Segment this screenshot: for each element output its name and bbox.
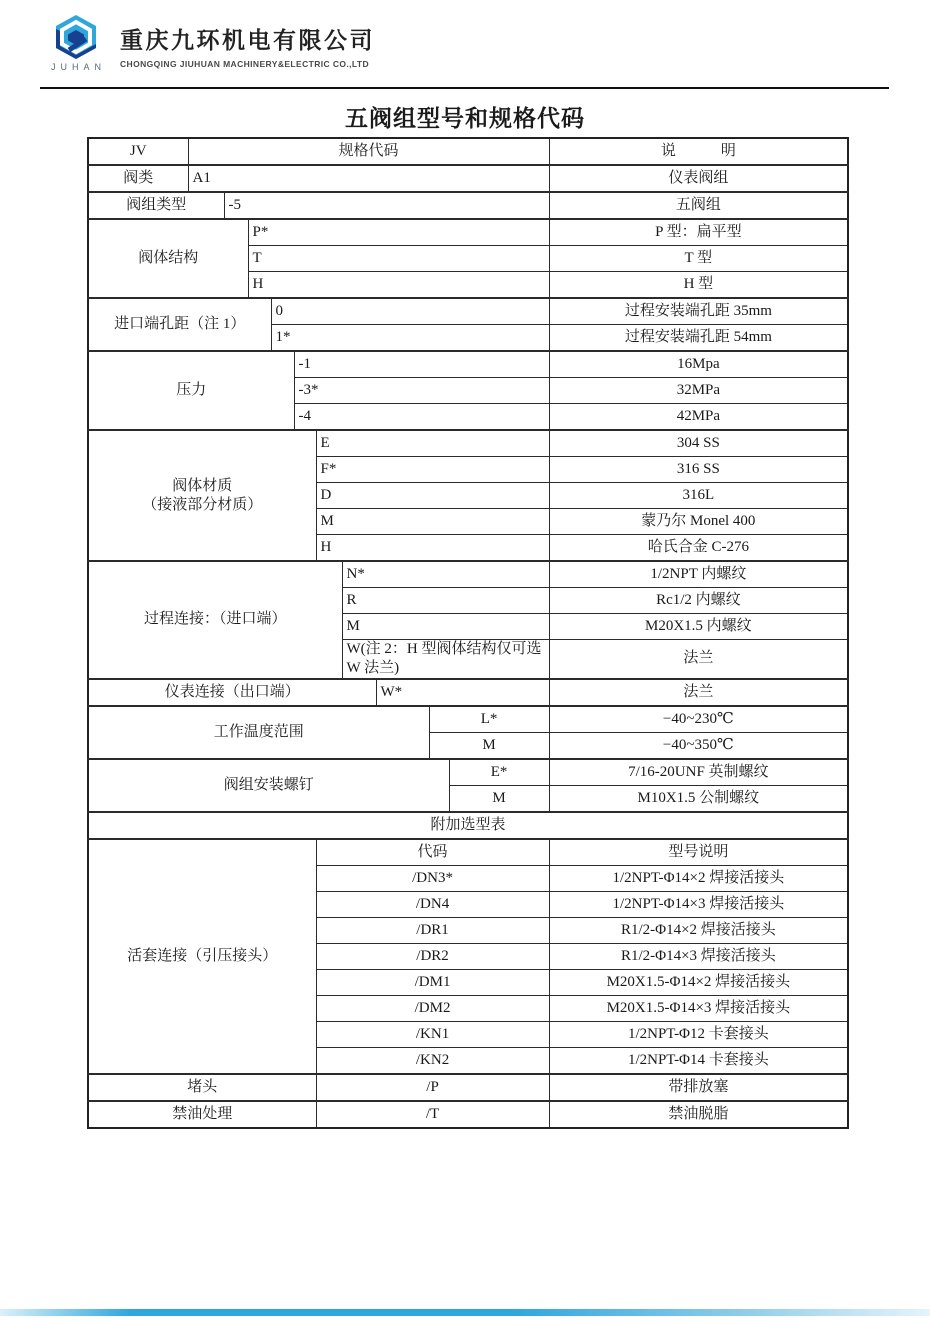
pressure-label: 压力 — [88, 351, 294, 430]
option-desc-cell: 1/2NPT-Φ14×2 焊接活接头 — [549, 865, 848, 891]
option-desc-cell: 16Mpa — [549, 351, 848, 378]
body-material-label — [88, 430, 316, 561]
option-code-cell: N* — [342, 561, 549, 588]
option-desc-cell: 1/2NPT-Φ14×3 焊接活接头 — [549, 891, 848, 917]
option-code-cell: W(注 2：H 型阀体结构仅可选 W 法兰) — [342, 640, 549, 679]
option-desc-cell: M20X1.5-Φ14×3 焊接活接头 — [549, 995, 848, 1021]
option-code-cell: /DN4 — [316, 891, 549, 917]
mounting-screw-label: 阀组安装螺钉 — [88, 759, 449, 812]
option-code-cell: L* — [429, 706, 549, 733]
option-code-cell: /KN1 — [316, 1021, 549, 1047]
footer-accent-bar — [0, 1309, 930, 1316]
option-code-cell: T — [248, 246, 549, 272]
body-structure-label: 阀体结构 — [88, 219, 248, 298]
company-name-en: CHONGQING JIUHUAN MACHINERY&ELECTRIC CO.,LTD — [120, 59, 369, 69]
spec-code-header-cell: 规格代码 — [188, 138, 549, 165]
spec-table — [87, 137, 849, 1129]
option-code-cell: M — [342, 614, 549, 640]
hexagon-logo-icon — [47, 14, 105, 60]
option-code-cell: R — [342, 588, 549, 614]
option-code-cell: /DN3* — [316, 865, 549, 891]
option-desc-cell: −40~350℃ — [549, 732, 848, 759]
option-code-cell: 0 — [271, 298, 549, 325]
option-desc-cell: 法兰 — [549, 640, 848, 679]
option-desc-cell: 蒙乃尔 Monel 400 — [549, 509, 848, 535]
option-desc-cell: 7/16-20UNF 英制螺纹 — [549, 759, 848, 786]
temperature-range-label: 工作温度范围 — [88, 706, 429, 759]
option-code-cell: E — [316, 430, 549, 457]
oil-free-desc: 禁油脱脂 — [549, 1101, 848, 1128]
instrument-connection-code: W* — [376, 679, 549, 706]
option-code-cell: H — [248, 272, 549, 299]
instrument-connection-label: 仪表连接（出口端） — [88, 679, 376, 706]
option-desc-cell: 316 SS — [549, 457, 848, 483]
option-desc-cell: R1/2-Φ14×2 焊接活接头 — [549, 917, 848, 943]
option-code-cell: 1* — [271, 325, 549, 352]
option-code-cell: /DM2 — [316, 995, 549, 1021]
logo-wordmark: JUHAN — [51, 62, 107, 72]
option-desc-cell: Rc1/2 内螺纹 — [549, 588, 848, 614]
header-divider — [40, 87, 889, 89]
option-desc-cell: T 型 — [549, 246, 848, 272]
company-name-cn: 重庆九环机电有限公司 — [120, 27, 375, 53]
additional-table-title: 附加选型表 — [88, 812, 848, 839]
option-code-cell: D — [316, 483, 549, 509]
body-material-label-line1: 阀体材质 — [172, 477, 233, 494]
option-desc-cell: 42MPa — [549, 404, 848, 431]
description-header-cell: 说 明 — [549, 138, 848, 165]
valve-class-desc: 仪表阀组 — [549, 165, 848, 192]
manifold-type-desc: 五阀组 — [549, 192, 848, 219]
process-connection-label: 过程连接：（进口端） — [88, 561, 342, 679]
option-code-cell: /KN2 — [316, 1047, 549, 1074]
company-logo — [46, 14, 106, 72]
option-desc-cell: 304 SS — [549, 430, 848, 457]
option-desc-cell: M10X1.5 公制螺纹 — [549, 785, 848, 812]
oil-free-label: 禁油处理 — [88, 1101, 316, 1128]
plug-desc: 带排放塞 — [549, 1074, 848, 1101]
option-desc-cell: R1/2-Φ14×3 焊接活接头 — [549, 943, 848, 969]
option-desc-cell: 1/2NPT-Φ12 卡套接头 — [549, 1021, 848, 1047]
option-code-cell: /DR2 — [316, 943, 549, 969]
oil-free-code: /T — [316, 1101, 549, 1128]
option-desc-cell: −40~230℃ — [549, 706, 848, 733]
option-code-cell: /DM1 — [316, 969, 549, 995]
option-desc-cell: 1/2NPT-Φ14 卡套接头 — [549, 1047, 848, 1074]
inlet-spacing-label: 进口端孔距（注 1） — [88, 298, 271, 351]
option-desc-cell: H 型 — [549, 272, 848, 299]
option-code-cell: -1 — [294, 351, 549, 378]
option-desc-cell: 哈氏合金 C-276 — [549, 535, 848, 562]
option-desc-cell: 1/2NPT 内螺纹 — [549, 561, 848, 588]
valve-class-code: A1 — [188, 165, 549, 192]
additional-code-header: 代码 — [316, 839, 549, 866]
option-code-cell: E* — [449, 759, 549, 786]
union-connection-label: 活套连接（引压接头） — [88, 839, 316, 1074]
page-header — [46, 14, 375, 72]
option-desc-cell: M20X1.5 内螺纹 — [549, 614, 848, 640]
option-desc-cell: 316L — [549, 483, 848, 509]
plug-label: 堵头 — [88, 1074, 316, 1101]
option-desc-cell: P 型：扁平型 — [549, 219, 848, 246]
additional-desc-header: 型号说明 — [549, 839, 848, 866]
option-code-cell: -4 — [294, 404, 549, 431]
option-code-cell: /DR1 — [316, 917, 549, 943]
option-code-cell: M — [429, 732, 549, 759]
option-desc-cell: 过程安装端孔距 35mm — [549, 298, 848, 325]
option-code-cell: -3* — [294, 378, 549, 404]
body-material-label-line2: （接液部分材质） — [142, 496, 263, 513]
option-desc-cell: M20X1.5-Φ14×2 焊接活接头 — [549, 969, 848, 995]
manifold-type-code: -5 — [224, 192, 549, 219]
instrument-connection-desc: 法兰 — [549, 679, 848, 706]
option-code-cell: M — [449, 785, 549, 812]
option-code-cell: P* — [248, 219, 549, 246]
option-desc-cell: 32MPa — [549, 378, 848, 404]
option-code-cell: M — [316, 509, 549, 535]
option-code-cell: H — [316, 535, 549, 562]
option-code-cell: F* — [316, 457, 549, 483]
manifold-type-label: 阀组类型 — [88, 192, 224, 219]
page-title: 五阀组型号和规格代码 — [345, 106, 585, 131]
plug-code: /P — [316, 1074, 549, 1101]
option-desc-cell: 过程安装端孔距 54mm — [549, 325, 848, 352]
valve-class-label: 阀类 — [88, 165, 188, 192]
jv-header-cell: JV — [88, 138, 188, 165]
